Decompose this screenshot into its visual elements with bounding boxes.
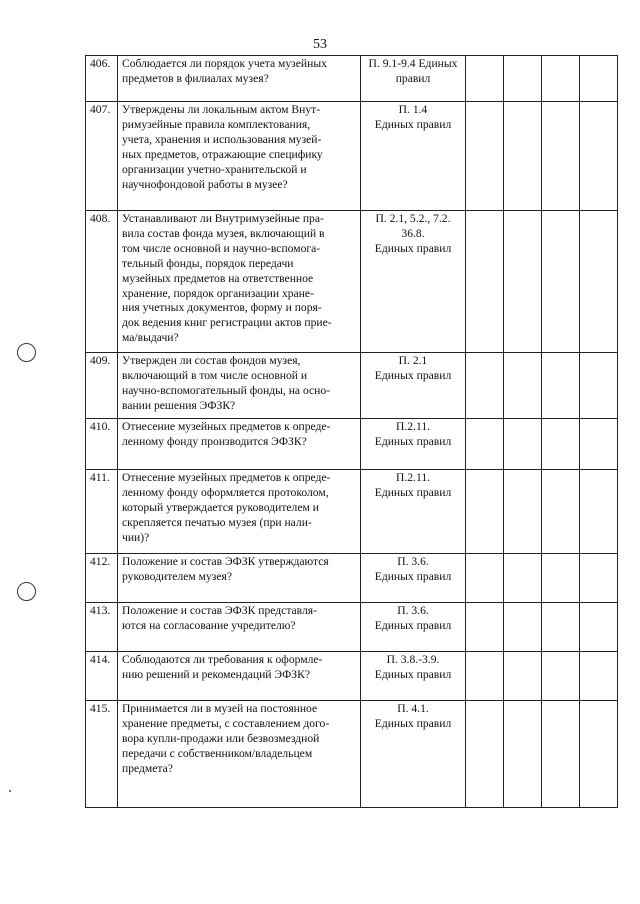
reference-text: П. 9.1-9.4 Единых правил <box>368 57 458 85</box>
answer-cell <box>466 56 504 102</box>
answer-cell <box>466 701 504 808</box>
answer-cell <box>580 701 618 808</box>
answer-cell <box>542 102 580 211</box>
answer-cell <box>504 353 542 419</box>
answer-cell <box>504 102 542 211</box>
reference-text: П. 4.1. Единых правил <box>374 702 452 730</box>
table-row <box>86 470 618 554</box>
answer-cell <box>580 102 618 211</box>
answer-cell <box>466 353 504 419</box>
answer-cell <box>466 470 504 554</box>
page-number: 53 <box>313 37 327 52</box>
question-text: Соблюдаются ли требования к оформле- нию решений и рекомендаций ЭФЗК? <box>122 653 323 681</box>
reference-text: П. 3.8.-3.9. Единых правил <box>374 653 452 681</box>
reference-text: П.2.11. Единых правил <box>374 471 452 499</box>
answer-cell <box>466 102 504 211</box>
scan-speck <box>9 790 11 792</box>
answer-cell <box>542 419 580 470</box>
row-number: 411. <box>86 470 118 554</box>
answer-cell <box>542 701 580 808</box>
answer-cell <box>542 603 580 652</box>
answer-cell <box>542 353 580 419</box>
question-text: Соблюдается ли порядок учета музейных предметов в филиалах музея? <box>122 57 327 85</box>
answer-cell <box>504 56 542 102</box>
row-number: 414. <box>86 652 118 701</box>
punch-hole <box>17 582 36 601</box>
question-text: Отнесение музейных предметов к опреде- ленному фонду оформляется протоколом, который утверждается руководителем и скрепляется печатью музея (при нали- чии)? <box>122 471 331 544</box>
answer-cell <box>542 56 580 102</box>
table-row <box>86 554 618 603</box>
table-row <box>86 353 618 419</box>
answer-cell <box>466 603 504 652</box>
row-number: 412. <box>86 554 118 603</box>
question-text: Положение и состав ЭФЗК представля- ются на согласование учредителю? <box>122 604 317 632</box>
answer-cell <box>504 603 542 652</box>
answer-cell <box>580 211 618 353</box>
answer-cell <box>542 470 580 554</box>
answer-cell <box>542 554 580 603</box>
answer-cell <box>580 470 618 554</box>
answer-cell <box>580 56 618 102</box>
table-row <box>86 652 618 701</box>
answer-cell <box>580 603 618 652</box>
reference-text: П. 2.1, 5.2., 7.2. 36.8. Единых правил <box>374 212 452 255</box>
question-text: Устанавливают ли Внутримузейные пра- вила состав фонда музея, включающий в том числе основной и научно-вспомога- тельный фонды, порядок передачи музейных предметов на ответственное хранение, порядок организации хране- ния учетных документов, форму и поря- док ведения книг регистрации актов прие- ма/выдачи? <box>122 212 332 345</box>
question-text: Отнесение музейных предметов к опреде- ленному фонду производится ЭФЗК? <box>122 420 331 448</box>
checklist-table <box>85 55 618 808</box>
answer-cell <box>504 211 542 353</box>
row-number: 409. <box>86 353 118 419</box>
table-row <box>86 102 618 211</box>
punch-hole <box>17 343 36 362</box>
answer-cell <box>504 470 542 554</box>
table-row <box>86 211 618 353</box>
answer-cell <box>466 554 504 603</box>
reference-text: П. 2.1 Единых правил <box>374 354 452 382</box>
answer-cell <box>466 652 504 701</box>
table-row <box>86 603 618 652</box>
row-number: 408. <box>86 211 118 353</box>
answer-cell <box>504 652 542 701</box>
reference-text: П. 3.6. Единых правил <box>374 555 452 583</box>
answer-cell <box>504 419 542 470</box>
row-number: 413. <box>86 603 118 652</box>
question-text: Утвержден ли состав фондов музея, включающий в том числе основной и научно-вспомогательный фонды, на осно- вании решения ЭФЗК? <box>122 354 331 412</box>
answer-cell <box>504 554 542 603</box>
question-text: Утверждены ли локальным актом Внут- римузейные правила комплектования, учета, хранения и использования музей- ных предметов, отражающие специфику организации учетно-хранительской и научнофондовой работы в музее? <box>122 103 323 191</box>
reference-text: П. 1.4 Единых правил <box>374 103 452 131</box>
answer-cell <box>580 353 618 419</box>
answer-cell <box>466 419 504 470</box>
answer-cell <box>542 211 580 353</box>
row-number: 407. <box>86 102 118 211</box>
question-text: Положение и состав ЭФЗК утверждаются руководителем музея? <box>122 555 329 583</box>
row-number: 415. <box>86 701 118 808</box>
question-text: Принимается ли в музей на постоянное хранение предметы, с составлением дого- вора купли-продажи или безвозмездной передачи с собственником/владельцем предмета? <box>122 702 330 775</box>
answer-cell <box>466 211 504 353</box>
reference-text: П. 3.6. Единых правил <box>374 604 452 632</box>
answer-cell <box>580 419 618 470</box>
table-row <box>86 419 618 470</box>
row-number: 410. <box>86 419 118 470</box>
answer-cell <box>504 701 542 808</box>
reference-text: П.2.11. Единых правил <box>374 420 452 448</box>
answer-cell <box>580 652 618 701</box>
answer-cell <box>580 554 618 603</box>
answer-cell <box>542 652 580 701</box>
row-number: 406. <box>86 56 118 102</box>
table-row <box>86 56 618 102</box>
table-row <box>86 701 618 808</box>
